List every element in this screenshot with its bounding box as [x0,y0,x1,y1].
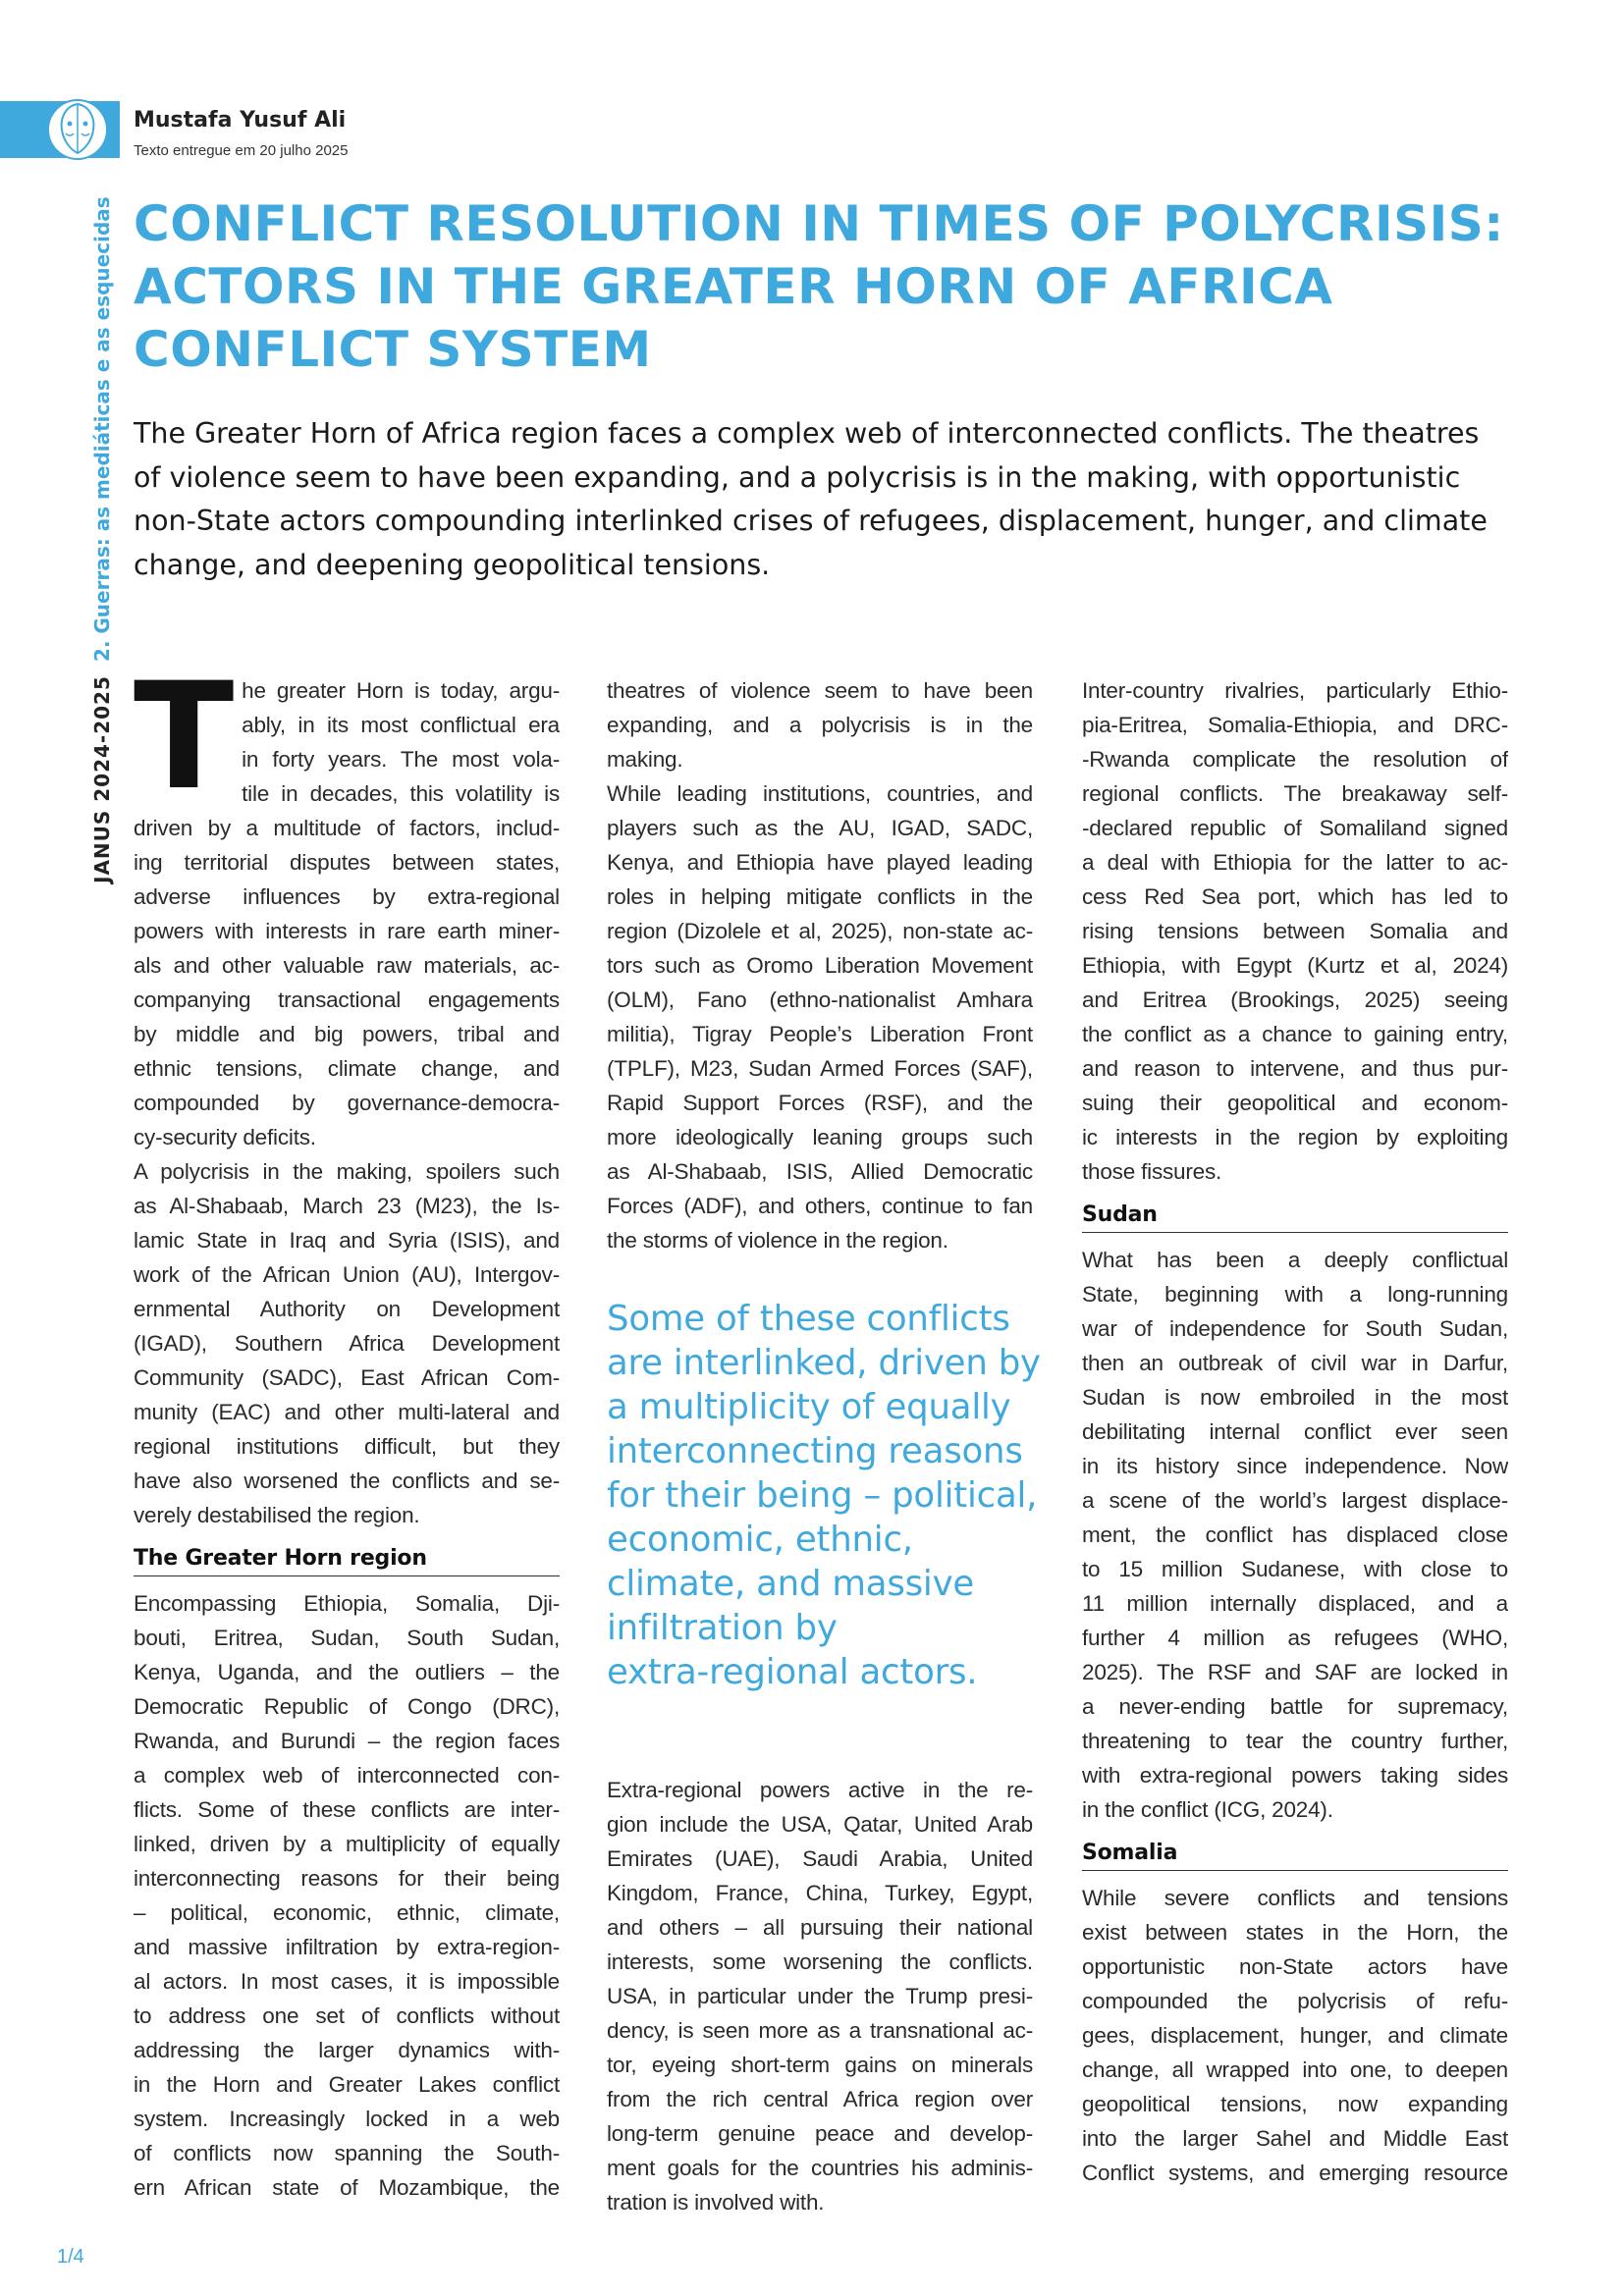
text-line: and Eritrea (Brookings, 2025) seeing [1082,988,1508,1012]
paragraph [1082,1243,1508,1827]
text-line: geopolitical tensions, now expanding [1082,2092,1508,2116]
author-name: Mustafa Yusuf Ali [134,108,347,133]
text-line: suing their geopolitical and econom- [1082,1091,1508,1115]
text-line: region (Dizolele et al, 2025), non-state ac- [607,919,1033,943]
text-line: ernmental Authority on Development [134,1297,560,1321]
text-line: USA, in particular under the Trump presi- [607,1984,1033,2008]
text-line: a deal with Ethiopia for the latter to ac- [1082,850,1508,875]
text-line: What has been a deeply conflictual [1082,1248,1508,1272]
text-line: tile in decades, this volatility is [242,781,560,806]
pull-quote-line: economic, ethnic, [607,1520,913,1560]
column-1 [134,652,560,2205]
section-heading: Somalia [1082,1839,1508,1871]
text-line: in forty years. The most vola- [242,747,560,772]
pull-quote-line: extra-regional actors. [607,1652,978,1692]
text-line: Inter-country rivalries, particularly Ethio- [1082,678,1508,703]
text-line: the storms of violence in the region. [607,1228,948,1253]
delivery-date: Texto entregue em 20 julho 2025 [134,142,349,159]
text-line: tration is involved with. [607,2190,825,2215]
text-line: interests, some worsening the conflicts. [607,1949,1033,1974]
text-line: regional institutions difficult, but they [134,1434,560,1459]
text-line: change, all wrapped into one, to deepen [1082,2057,1508,2082]
paragraph [607,1773,1033,2219]
text-line: further 4 million as refugees (WHO, [1082,1626,1508,1650]
text-line: he greater Horn is today, argu- [242,678,560,703]
text-line: (IGAD), Southern Africa Development [134,1331,560,1356]
text-line: verely destabilised the region. [134,1503,420,1527]
text-line: and reason to intervene, and thus pur- [1082,1056,1508,1081]
text-line: compounded by governance-democra- [134,1091,560,1115]
article-title [134,192,1528,381]
text-line: State, beginning with a long-running [1082,1282,1508,1307]
text-line: pia-Eritrea, Somalia-Ethiopia, and DRC- [1082,713,1508,737]
text-line: Extra-regional powers active in the re- [607,1778,1033,1802]
paragraph [1082,673,1508,1189]
text-line: -declared republic of Somaliland signed [1082,816,1508,840]
paragraph [607,673,1033,776]
text-line: a never-ending battle for supremacy, [1082,1694,1508,1719]
text-line: Kenya, and Ethiopia have played leading [607,850,1033,875]
pull-quote-line: for their being – political, [607,1475,1038,1516]
text-line: by middle and big powers, tribal and [134,1022,560,1046]
text-line: making. [607,747,683,772]
text-line: exist between states in the Horn, the [1082,1920,1508,1945]
text-line: ic interests in the region by exploiting [1082,1125,1508,1149]
lead-line: non-State actors compounding interlinked crises of refugees, displacement, hunger, and climate [134,505,1488,537]
text-line: to address one set of conflicts without [134,2003,560,2028]
text-line: cess Red Sea port, which has led to [1082,884,1508,909]
vertical-sidebar [90,196,114,883]
paragraph [607,776,1033,1257]
text-line: (OLM), Fano (ethno-nationalist Amhara [607,988,1033,1012]
text-line: ment goals for the countries his adminis- [607,2156,1033,2180]
pull-quote-line: climate, and massive [607,1564,975,1604]
text-line: regional conflicts. The breakaway self- [1082,781,1508,806]
text-line: Forces (ADF), and others, continue to fan [607,1194,1033,1218]
text-line: the conflict as a chance to gaining entry, [1082,1022,1508,1046]
text-line: ethnic tensions, climate change, and [134,1056,560,1081]
drop-cap: T [134,652,235,823]
column-3 [1082,673,1508,2190]
text-line: ment, the conflict has displaced close [1082,1522,1508,1547]
text-line: militia), Tigray People’s Liberation Front [607,1022,1033,1046]
text-line: war of independence for South Sudan, [1082,1316,1508,1341]
text-line: Emirates (UAE), Saudi Arabia, United [607,1846,1033,1871]
text-line: companying transactional engagements [134,988,560,1012]
title-line: CONFLICT SYSTEM [134,321,652,378]
journal-name: JANUS 2024-2025 [90,675,114,883]
section-heading: Sudan [1082,1201,1508,1233]
text-line: rising tensions between Somalia and [1082,919,1508,943]
pull-quote-line: interconnecting reasons [607,1431,1023,1471]
text-line: from the rich central Africa region over [607,2087,1033,2111]
pull-quote-line: are interlinked, driven by [607,1343,1041,1383]
text-line: opportunistic non-State actors have [1082,1954,1508,1979]
text-line: als and other valuable raw materials, ac- [134,953,560,978]
text-line: Democratic Republic of Congo (DRC), [134,1694,560,1719]
text-line: tor, eyeing short-term gains on minerals [607,2053,1033,2077]
text-line: a complex web of interconnected con- [134,1763,560,1788]
paragraph [1082,1881,1508,2190]
text-line: al actors. In most cases, it is impossible [134,1969,560,1994]
text-line: 11 million internally displaced, and a [1082,1591,1508,1616]
text-line: Rapid Support Forces (RSF), and the [607,1091,1033,1115]
text-line: threatening to tear the country further, [1082,1729,1508,1753]
text-line: expanding, and a polycrisis is in the [607,713,1033,737]
lead-paragraph [134,412,1508,587]
text-line: Ethiopia, with Egypt (Kurtz et al, 2024) [1082,953,1508,978]
text-line: and massive infiltration by extra-region- [134,1935,560,1959]
text-line: lamic State in Iraq and Syria (ISIS), and [134,1228,560,1253]
text-line: A polycrisis in the making, spoilers such [134,1159,560,1184]
text-line: in its history since independence. Now [1082,1454,1508,1478]
text-line: in the conflict (ICG, 2024). [1082,1797,1333,1822]
text-line: gion include the USA, Qatar, United Arab [607,1812,1033,1837]
text-line: powers with interests in rare earth miner- [134,919,560,943]
intro-paragraph [134,652,560,1154]
text-line: then an outbreak of civil war in Darfur, [1082,1351,1508,1375]
paragraph [134,1154,560,1532]
text-line: and others – all pursuing their national [607,1915,1033,1940]
text-line: long-term genuine peace and develop- [607,2121,1033,2146]
text-line: with extra-regional powers taking sides [1082,1763,1508,1788]
text-line: ern African state of Mozambique, the [134,2175,560,2200]
text-line: flicts. Some of these conflicts are inter- [134,1797,560,1822]
text-line: driven by a multitude of factors, includ- [134,816,560,840]
text-line: compounded the polycrisis of refu- [1082,1989,1508,2013]
text-line: Sudan is now embroiled in the most [1082,1385,1508,1410]
text-line: theatres of violence seem to have been [607,678,1033,703]
text-line: ably, in its most conflictual era [242,713,560,737]
text-line: as Al-Shabaab, ISIS, Allied Democratic [607,1159,1033,1184]
page-number: 1/4 [57,2246,84,2268]
lead-line: of violence seem to have been expanding, and a polycrisis is in the making, with opportunistic [134,460,1461,494]
text-line: While severe conflicts and tensions [1082,1886,1508,1910]
title-line: CONFLICT RESOLUTION IN TIMES OF POLYCRISIS: [134,195,1504,252]
text-line: dency, is seen more as a transnational ac- [607,2018,1033,2043]
text-line: system. Increasingly locked in a web [134,2107,560,2131]
text-line: -Rwanda complicate the resolution of [1082,747,1508,772]
text-line: players such as the AU, IGAD, SADC, [607,816,1033,840]
text-line: While leading institutions, countries, and [607,781,1033,806]
pull-quote-line: infiltration by [607,1608,838,1648]
text-line: interconnecting reasons for their being [134,1866,560,1891]
text-line: Kingdom, France, China, Turkey, Egypt, [607,1881,1033,1905]
text-line: gees, displacement, hunger, and climate [1082,2023,1508,2048]
text-line: Encompassing Ethiopia, Somalia, Dji- [134,1591,560,1616]
text-line: 2025). The RSF and SAF are locked in [1082,1660,1508,1684]
text-line: addressing the larger dynamics with- [134,2038,560,2062]
text-line: in the Horn and Greater Lakes conflict [134,2072,560,2097]
text-line: as Al-Shabaab, March 23 (M23), the Is- [134,1194,560,1218]
text-line: linked, driven by a multiplicity of equally [134,1832,560,1856]
paragraph [134,1586,560,2205]
text-line: Kenya, Uganda, and the outliers – the [134,1660,560,1684]
section-name: 2. Guerras: as mediáticas e as esquecidas [90,196,114,663]
text-line: – political, economic, ethnic, climate, [134,1900,560,1925]
text-line: those fissures. [1082,1159,1222,1184]
text-line: debilitating internal conflict ever seen [1082,1419,1508,1444]
text-line: more ideologically leaning groups such [607,1125,1033,1149]
text-line: Conflict systems, and emerging resource [1082,2161,1508,2185]
text-line: cy-security deficits. [134,1125,316,1149]
text-line: ing territorial disputes between states, [134,850,560,875]
section-heading: The Greater Horn region [134,1544,560,1576]
column-2 [607,673,1041,2219]
janus-logo-icon [44,96,111,163]
text-line: munity (EAC) and other multi-lateral and [134,1400,560,1424]
text-line: work of the African Union (AU), Intergov- [134,1262,560,1287]
text-line: bouti, Eritrea, Sudan, South Sudan, [134,1626,560,1650]
pull-quote-line: Some of these conflicts [607,1299,1010,1339]
text-line: tors such as Oromo Liberation Movement [607,953,1033,978]
title-line: ACTORS IN THE GREATER HORN OF AFRICA [134,258,1333,315]
text-line: Community (SADC), East African Com- [134,1365,560,1390]
text-line: adverse influences by extra-regional [134,884,560,909]
text-line: Rwanda, and Burundi – the region faces [134,1729,560,1753]
lead-line: The Greater Horn of Africa region faces a complex web of interconnected conflicts. The theatres [134,417,1480,450]
text-line: to 15 million Sudanese, with close to [1082,1557,1508,1581]
text-line: roles in helping mitigate conflicts in the [607,884,1033,909]
pull-quote-line: a multiplicity of equally [607,1387,1011,1427]
text-line: have also worsened the conflicts and se- [134,1468,560,1493]
text-line: a scene of the world’s largest displace- [1082,1488,1508,1513]
text-line: (TPLF), M23, Sudan Armed Forces (SAF), [607,1056,1033,1081]
pull-quote [607,1297,1041,1694]
lead-line: change, and deepening geopolitical tensions. [134,548,771,581]
text-line: into the larger Sahel and Middle East [1082,2126,1508,2151]
text-line: of conflicts now spanning the South- [134,2141,560,2165]
